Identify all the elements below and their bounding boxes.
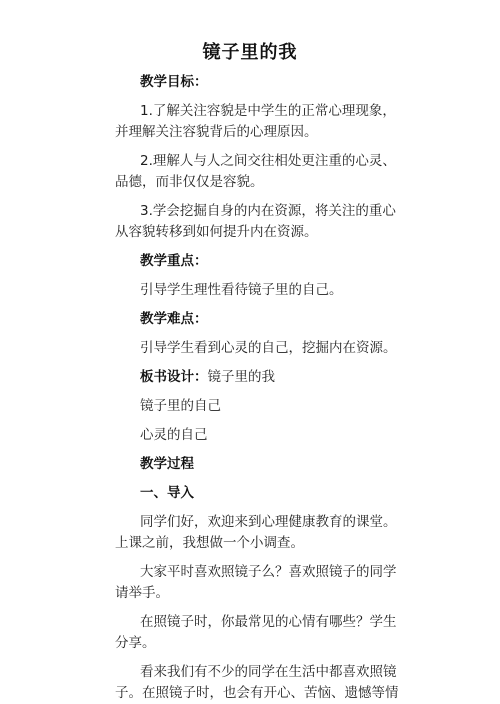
para-4-line-2: 子。在照镜子时，也会有开心、苦恼、遗憾等情 [115,685,399,701]
para-2-line-1: 大家平时喜欢照镜子么？喜欢照镜子的同学 [140,564,397,580]
para-3-line-1: 在照镜子时，你最常见的心情有哪些？学生 [140,614,397,630]
para-1-line-2: 上课之前，我想做一个小调查。 [115,535,304,551]
goal-1-line-1: 1.了解关注容貌是中学生的正常心理现象， [140,103,396,119]
goal-2-line-2: 品德，而非仅仅是容貌。 [115,174,264,190]
goal-3-line-2: 从容貌转移到如何提升内在资源。 [115,224,318,240]
process-heading: 教学过程 [140,456,194,472]
goal-3-line-1: 3.学会挖掘自身的内在资源，将关注的重心 [140,203,396,219]
board-line-2: 心灵的自己 [140,427,208,443]
para-2-line-2: 请举手。 [115,585,169,601]
board-design [115,367,400,388]
difficulty-heading: 教学难点： [140,311,208,327]
section-1-heading: 一、导入 [140,485,194,501]
key-point-text: 引导学生理性看待镜子里的自己。 [140,282,343,298]
board-design-heading: 板书设计： [140,369,208,385]
goal-2-line-1: 2.理解人与人之间交往相处更注重的心灵、 [140,153,396,169]
difficulty-text: 引导学生看到心灵的自己，挖掘内在资源。 [140,340,397,356]
goal-1-line-2: 并理解关注容貌背后的心理原因。 [115,124,318,140]
goals-heading: 教学目标： [140,74,208,90]
para-4-line-1: 看来我们有不少的同学在生活中都喜欢照镜 [140,664,397,680]
document-body [115,72,400,704]
para-1-line-1: 同学们好，欢迎来到心理健康教育的课堂。 [140,514,397,530]
board-design-title: 镜子里的我 [207,369,275,385]
document-title: 镜子里的我 [202,42,298,63]
board-line-1: 镜子里的自己 [140,398,221,414]
key-point-heading: 教学重点： [140,253,208,269]
para-3-line-2: 分享。 [115,635,156,651]
